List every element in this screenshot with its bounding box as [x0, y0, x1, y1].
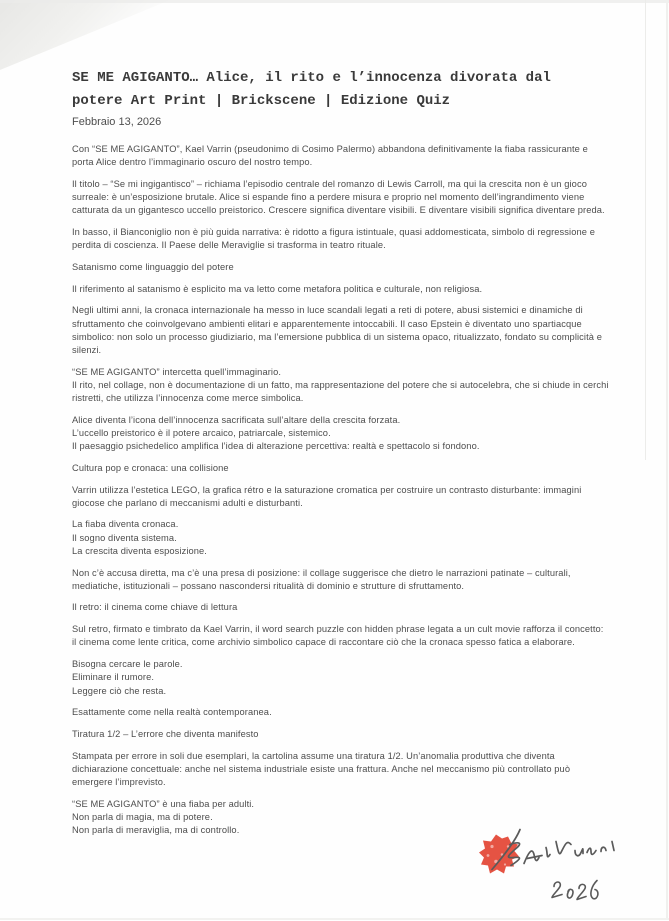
- paragraph: [72, 623, 604, 649]
- paragraph: [72, 484, 600, 510]
- body-line: Non parla di magia, ma di potere.: [72, 811, 213, 822]
- scan-right-edge: [666, 0, 668, 920]
- body-line: Il rito, nel collage, non è documentazione di un fatto, ma rappresentazione del potere che si autocelebra, che si chiude in cerchi: [72, 379, 609, 390]
- body-line: emergere l’imprevisto.: [72, 777, 166, 788]
- paragraph: [72, 706, 600, 719]
- body-line: Leggere ciò che resta.: [72, 685, 167, 696]
- paragraph: [72, 518, 600, 558]
- body-line: Non parla di meraviglia, ma di controllo.: [72, 825, 240, 836]
- body-line: Eliminare il rumore.: [72, 672, 155, 683]
- paragraph: [72, 567, 600, 593]
- body-line: Esattamente come nella realtà contemporanea.: [72, 707, 272, 718]
- paragraph: [72, 658, 600, 698]
- body-line: giocose che parlano di meccanismi adulti e disturbanti.: [72, 497, 303, 508]
- article-date: Febbraio 13, 2026: [72, 116, 162, 128]
- body-line: Sul retro, firmato e timbrato da Kael Varrin, il word search puzzle con hidden phrase legata a un cult movie rafforza il concetto:: [72, 624, 604, 635]
- body-line: Alice diventa l’icona dell’innocenza sacrificata sull’altare della crescita forzata.: [72, 414, 401, 425]
- page-title: SE ME AGIGANTO… Alice, il rito e l’innocenza divorata dal potere Art Print | Brickscene | Edizione Quiz: [72, 70, 551, 109]
- body-line: Non c’è accusa diretta, ma c’è una presa di posizione: il collage suggerisce che dietro le narrazioni patinate – culturali,: [72, 567, 571, 578]
- heading-line: Satanismo come linguaggio del potere: [72, 261, 234, 272]
- scan-top-edge: [0, 0, 669, 3]
- paragraph: [72, 414, 600, 454]
- body-line: La fiaba diventa cronaca.: [72, 519, 179, 530]
- section-heading: [72, 601, 600, 614]
- body-line: perdita di coscienza. Il Paese delle Meraviglie si trasforma in teatro rituale.: [72, 240, 386, 251]
- body-line: mediatiche, istituzionali – possano nascondersi ritualità di dominio e strutture di sfruttamento.: [72, 580, 465, 591]
- paragraph: [72, 366, 609, 406]
- artist-signature-block: [458, 826, 643, 916]
- body-line: ristretti, che utilizza l’innocenza come merce simbolica.: [72, 393, 304, 404]
- body-line: simbolico: non solo un processo giudiziario, ma l’emersione pubblica di un sistema opaco, ritualizzato, fondato su complicità e: [72, 331, 602, 342]
- section-heading: [72, 728, 600, 741]
- paragraph: [72, 143, 600, 169]
- paragraph: [72, 304, 600, 357]
- paragraph: [72, 178, 605, 218]
- section-heading: [72, 462, 600, 475]
- body-line: La crescita diventa esposizione.: [72, 545, 207, 556]
- heading-line: Cultura pop e cronaca: una collisione: [72, 462, 229, 473]
- heading-line: Il retro: il cinema come chiave di lettura: [72, 602, 238, 613]
- body-line: porta Alice dentro l’immaginario oscuro del nostro tempo.: [72, 157, 313, 168]
- body-line: il cinema come lente critica, come archivio simbolico capace di raccontare ciò che la cronaca spesso fatica a elaborare.: [72, 637, 575, 648]
- paragraph: [72, 750, 600, 790]
- paragraph: [72, 226, 600, 252]
- body-line: Il riferimento al satanismo è esplicito ma va letto come metafora politica e culturale, non religiosa.: [72, 283, 483, 294]
- body-line: Il titolo – “Se mi ingigantisco” – richiama l’episodio centrale del romanzo di Lewis Carroll, ma qui la crescita non è un gioco: [72, 178, 587, 189]
- signature-year-scrawl: [552, 881, 598, 900]
- body-line: Il paesaggio psichedelico amplifica l’idea di alterazione percettiva: realtà e spettacolo si fondono.: [72, 441, 480, 452]
- paragraph: [72, 283, 600, 296]
- article-content: [72, 67, 609, 846]
- article-body: [72, 143, 609, 837]
- body-line: silenzi.: [72, 344, 102, 355]
- signature-art: [458, 826, 643, 916]
- section-heading: [72, 261, 600, 274]
- red-stamp-icon: [479, 835, 519, 874]
- body-line: Negli ultimi anni, la cronaca internazionale ha messo in luce scandali legati a reti di potere, abusi sistemici e dinamiche di: [72, 305, 583, 316]
- heading-line: Tiratura 1/2 – L’errore che diventa manifesto: [72, 728, 259, 739]
- body-line: Il sogno diventa sistema.: [72, 532, 177, 543]
- body-line: dichiarazione concettuale: anche nel sistema industriale esiste una frattura. Anche nel meccanismo più controllato può: [72, 763, 571, 774]
- body-line: L’uccello preistorico è il potere arcaico, patriarcale, sistemico.: [72, 427, 331, 438]
- body-line: surreale: è un’esposizione brutale. Alice si espande fino a perdere misura e proprio nel momento dell’ingrandimento viene: [72, 192, 585, 203]
- body-line: catturata da un gigantesco uccello preistorico. Crescere significa diventare visibili. E diventare visibili significa diventare preda.: [72, 205, 605, 216]
- scan-corner-shadow: [0, 0, 170, 70]
- body-line: sfruttamento che coinvolgevano ambienti elitari e apparentemente intoccabili. Il caso Epstein è diventato uno spartiacque: [72, 318, 582, 329]
- body-line: Stampata per errore in soli due esemplari, la cartolina assume una tiratura 1/2. Un’anomalia produttiva che diventa: [72, 750, 555, 761]
- scan-crease-line: [645, 0, 646, 460]
- body-line: “SE ME AGIGANTO” intercetta quell’immaginario.: [72, 366, 282, 377]
- body-line: “SE ME AGIGANTO” è una fiaba per adulti.: [72, 798, 255, 809]
- body-line: Varrin utilizza l’estetica LEGO, la grafica rétro e la saturazione cromatica per costruire un contrasto disturbante: immagini: [72, 484, 582, 495]
- body-line: Bisogna cercare le parole.: [72, 659, 183, 670]
- body-line: In basso, il Bianconiglio non è più guida narrativa: è ridotto a figura istintuale, quasi addomesticata, simbolo di regressione e: [72, 227, 595, 238]
- body-line: Con “SE ME AGIGANTO”, Kael Varrin (pseudonimo di Cosimo Palermo) abbandona definitivamente la fiaba rassicurante e: [72, 144, 588, 154]
